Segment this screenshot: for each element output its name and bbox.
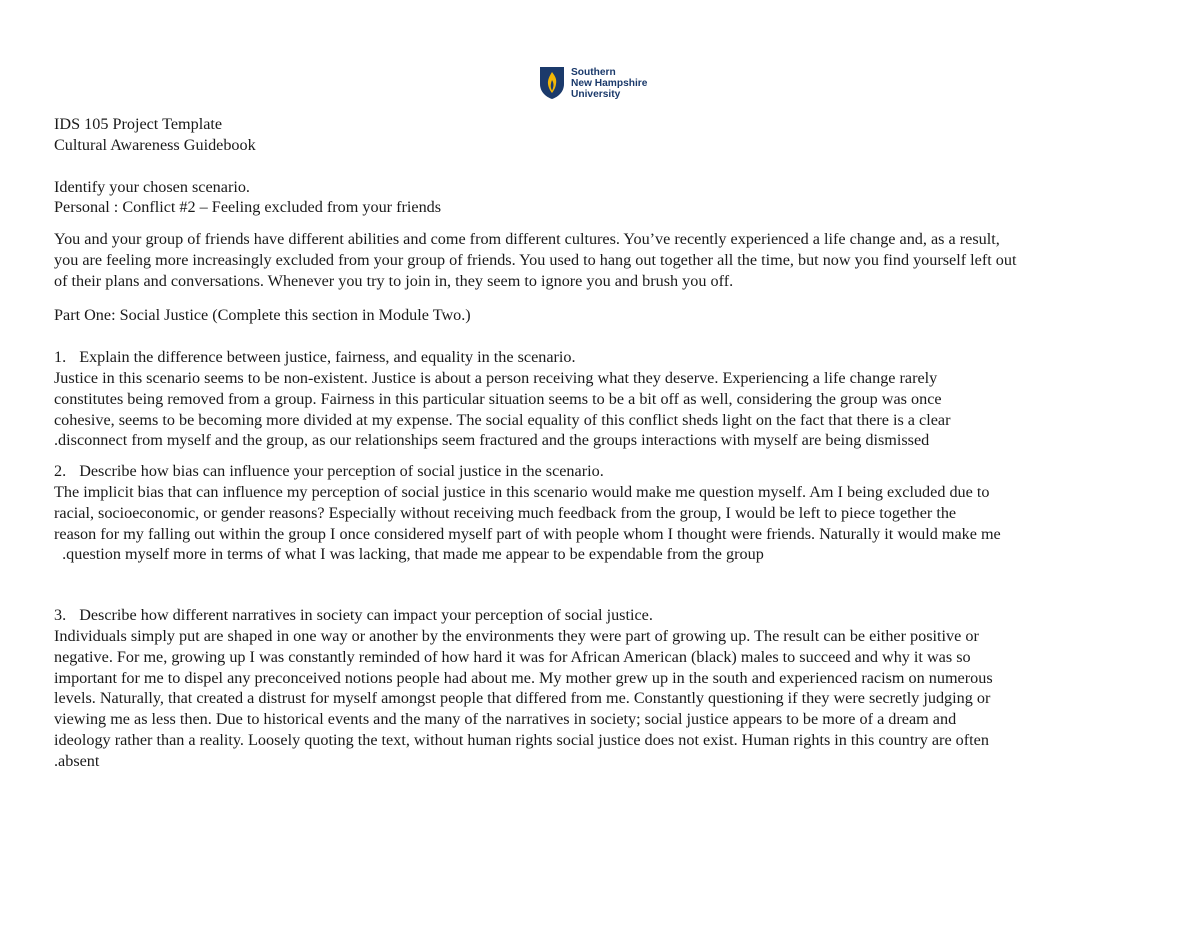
paragraph-line: viewing me as less then. Due to historical events and the many of the narratives in society; social justice appears to be more of a dream and bbox=[54, 710, 957, 729]
paragraph-line: .absent bbox=[54, 751, 100, 770]
paragraph-line: reason for my falling out within the group I once considered myself part of with people whom I thought were friends. Naturally it would make me bbox=[54, 524, 1001, 543]
paragraph-line: racial, socioeconomic, or gender reasons? Especially without receiving much feedback from the group, I would be left to piece together the bbox=[54, 503, 957, 522]
part-one-heading: Part One: Social Justice (Complete this section in Module Two.) bbox=[54, 306, 471, 324]
paragraph-line: important for me to dispel any preconceived notions people had about me. My mother grew up in the south and experienced racism on numerous bbox=[54, 668, 993, 687]
question-prompt: Describe how different narratives in society can impact your perception of social justice. bbox=[79, 606, 653, 624]
logo-line-1: Southern bbox=[571, 66, 616, 78]
question-3-prompt bbox=[54, 605, 653, 626]
logo-line-3: University bbox=[571, 88, 621, 100]
paragraph-line: .disconnect from myself and the group, as our relationships seem fractured and the groups interactions with myself are being dismissed bbox=[54, 431, 930, 450]
paragraph-line: of their plans and conversations. Whenever you try to join in, they seem to ignore you and brush you off. bbox=[54, 271, 734, 290]
question-number: 3. bbox=[54, 606, 67, 624]
question-1-prompt bbox=[54, 347, 576, 368]
question-1-answer bbox=[54, 368, 1144, 451]
paragraph-line: levels. Naturally, that created a distrust for myself amongst people that differed from me. Constantly questioning if they were secretly judging or bbox=[54, 689, 991, 708]
question-prompt: Explain the difference between justice, fairness, and equality in the scenario. bbox=[79, 348, 576, 366]
paragraph-line: you are feeling more increasingly excluded from your group of friends. You used to hang out together all the time, but now you find yourself left out bbox=[54, 250, 1017, 269]
question-number: 1. bbox=[54, 348, 67, 366]
paragraph-line: ideology rather than a reality. Loosely quoting the text, without human rights social justice does not exist. Human rights in this country are often bbox=[54, 730, 989, 749]
document-title: IDS 105 Project Template bbox=[54, 115, 223, 133]
paragraph-line: cohesive, seems to be becoming more divided at my expense. The social equality of this conflict sheds light on the fact that there is a clear bbox=[54, 410, 951, 429]
document-subtitle: Cultural Awareness Guidebook bbox=[54, 136, 256, 154]
paragraph-line: negative. For me, growing up I was constantly reminded of how hard it was for African American (black) males to succeed and why it was so bbox=[54, 647, 971, 666]
question-number: 2. bbox=[54, 462, 67, 480]
paragraph-line: constitutes being removed from a group. Fairness in this particular situation seems to be a bit off as well, considering the group was once bbox=[54, 389, 942, 408]
question-2-prompt bbox=[54, 461, 604, 482]
scenario-label: Personal : Conflict #2 – Feeling excluded from your friends bbox=[54, 198, 442, 216]
question-prompt: Describe how bias can influence your perception of social justice in the scenario. bbox=[79, 462, 604, 480]
logo-line-2: New Hampshire bbox=[571, 77, 648, 89]
scenario-prompt: Identify your chosen scenario. bbox=[54, 178, 250, 196]
logo-wordmark bbox=[571, 67, 647, 100]
paragraph-line: Individuals simply put are shaped in one way or another by the environments they were part of growing up. The result can be either positive or bbox=[54, 627, 979, 645]
paragraph-line: .question myself more in terms of what I was lacking, that made me appear to be expendable from the group bbox=[54, 545, 764, 564]
paragraph-line: You and your group of friends have different abilities and come from different cultures. You’ve recently experienced a life change and, as a result, bbox=[54, 230, 1000, 248]
question-2-answer bbox=[54, 482, 1144, 565]
paragraph-line: Justice in this scenario seems to be non-existent. Justice is about a person receiving what they deserve. Experiencing a life change rarely bbox=[54, 369, 938, 387]
question-3-answer bbox=[54, 626, 1144, 772]
university-logo bbox=[539, 64, 664, 102]
shield-flame-icon bbox=[539, 66, 565, 100]
paragraph-line: The implicit bias that can influence my perception of social justice in this scenario would make me question myself. Am I being excluded due to bbox=[54, 483, 990, 501]
scenario-description bbox=[54, 229, 1144, 291]
